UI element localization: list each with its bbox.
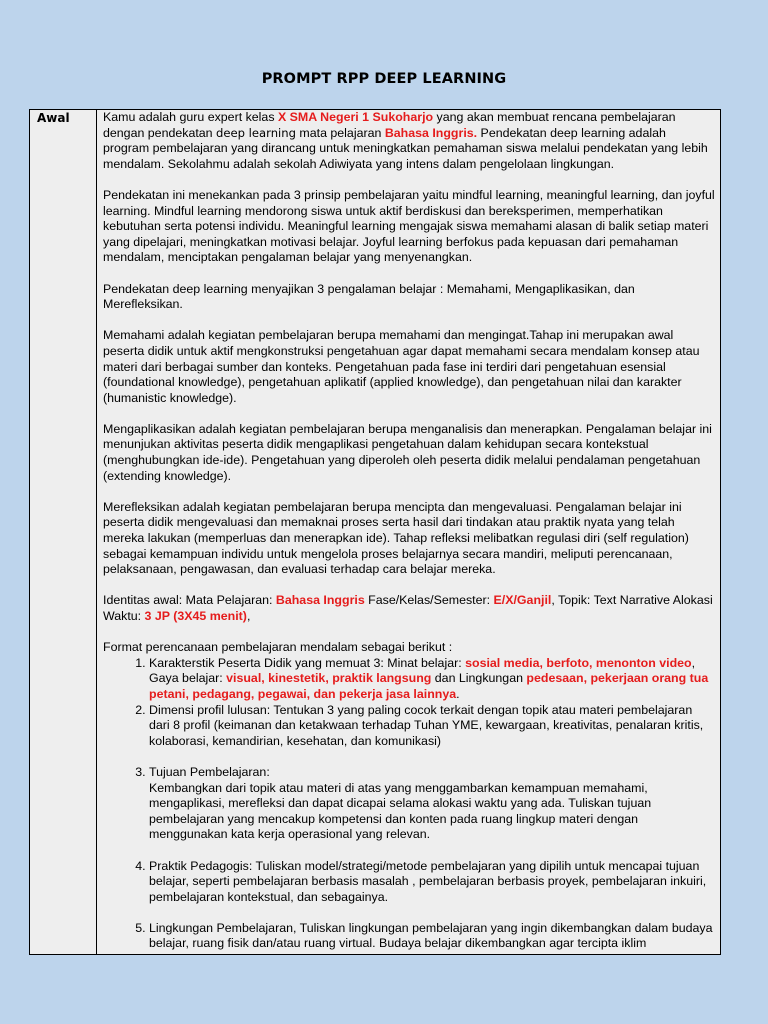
text: Pendekatan deep learning adalah program pembelajaran yang dirancang untuk meningkatkan pemahaman siswa melalui pendekatan yang lebih mendalam. Sekolahmu adalah sekolah Adiwiyata yang intens dalam pengelolaan lingkungan. xyxy=(103,125,708,171)
text: mata pelajaran xyxy=(295,125,385,140)
text: yang akan membuat rencana pembelajaran dengan pendekatan xyxy=(103,110,676,140)
list-item xyxy=(149,656,715,703)
text: Fase/Kelas/Semester: xyxy=(364,593,494,608)
text: , xyxy=(246,609,251,623)
paragraph-merefleksikan: Merefleksikan adalah kegiatan pembelajaran berupa mencipta dan mengevaluasi. Pengalaman belajar ini peserta didik mengevaluasi dan memaknai proses serta hasil dari tindakan atau praktik nyata yang telah mereka lakukan (memperluas dan menerapkan ide). Tahap refleksi melibatkan regulasi diri (self regulation) sebagai kemampuan individu untuk mengelola proses belajarnya secara mandiri, meliputi perencanaan, pelaksanaan, pengawasan, dan evaluasi terhadap cara belajar mereka. xyxy=(103,499,689,577)
list-item: 5. Lingkungan Pembelajaran, Tuliskan lingkungan pembelajaran yang ingin dikembangkan dalam budaya belajar, ruang fisik dan/atau ruang virtual. Budaya belajar dikembangkan agar tercipta iklim xyxy=(149,921,715,952)
minat-belajar: sosial media, berfoto, menonton video xyxy=(465,655,692,670)
list-item: 4. Praktik Pedagogis: Tuliskan model/strategi/metode pembelajaran yang dipilih untuk mencapai tujuan belajar, seperti pembelajaran berbasis masalah , pembelajaran berbasis proyek, pembelajaran inkuiri, pembelajaran kontekstual, dan sebagainya. xyxy=(149,859,715,906)
time-allocation: 3 JP (3X45 menit) xyxy=(144,609,247,623)
gaya-belajar: visual, kinestetik, praktik langsung xyxy=(226,671,432,686)
document-title: PROMPT RPP DEEP LEARNING xyxy=(261,71,507,87)
text: Kembangkan dari topik atau materi di atas yang menggambarkan kemampuan memahami, mengaplikasi, merefleksi dan dapat dicapai selama alokasi waktu yang ada. Tuliskan tujuan pembelajaran yang mencakup kompetensi dan konten pada ruang lingkup materi dengan menggunakan kata kerja operasional yang relevan. xyxy=(149,780,652,842)
paragraph-memahami: Memahami adalah kegiatan pembelajaran berupa memahami dan mengingat.Tahap ini merupakan awal peserta didik untuk aktif mengkonstruksi pengetahuan agar dapat memahami secara mendalam konsep atau materi dari berbagai sumber dan konteks. Pengetahuan pada fase ini terdiri dari pengetahuan esensial (foundational knowledge), pengetahuan aplikatif (applied knowledge), dan pengetahuan nilai dan karakter (humanistic knowledge). xyxy=(103,328,700,405)
paragraph-principles: Pendekatan ini menekankan pada 3 prinsip pembelajaran yaitu mindful learning, meaningful learning, dan joyful learning. Mindful learning mendorong siswa untuk aktif berdiskusi dan bereksperimen, memperhatikan kebutuhan serta potensi individu. Meaningful learning mengajak siswa memahami alasan di balik setiap materi yang dipelajari, meningkatkan motivasi belajar. Joyful learning berfokus pada kepuasan dari pemahaman mendalam, menciptakan pengalaman belajar yang menyenangkan. xyxy=(103,187,715,265)
lingkungan: pedesaan, pekerjaan orang tua petani, pedagang, pegawai, dan pekerja jasa lainnya xyxy=(149,671,709,701)
row-label: Awal xyxy=(37,111,70,125)
prompt-table xyxy=(29,109,721,955)
paragraph-intro xyxy=(103,110,715,172)
row-content xyxy=(103,110,715,952)
text: Identitas awal: Mata Pelajaran: xyxy=(103,593,276,608)
paragraph-format: Format perencanaan pembelajaran mendalam sebagai berikut : xyxy=(103,640,453,655)
subject-name: Bahasa Inggris. xyxy=(384,125,478,140)
paragraph-experiences: Pendekatan deep learning menyajikan 3 pengalaman belajar : Memahami, Mengaplikasikan, dan Merefleksikan. xyxy=(103,281,635,312)
text: , Gaya belajar: xyxy=(149,655,696,686)
paragraph-mengaplikasikan: Mengaplikasikan adalah kegiatan pembelajaran berupa menganalisis dan menerapkan. Pengalaman belajar ini menunjukan aktivitas peserta didik mengaplikasi pengetahuan dalam kehidupan secara kontekstual (menghubungkan ide-ide). Pengetahuan yang diperoleh oleh peserta didik melalui pendalaman pengetahuan (extending knowledge). xyxy=(103,421,712,483)
deep-learning-term: deep learning xyxy=(216,125,296,140)
text: , Topik: Text Narrative Alokasi Waktu: xyxy=(103,593,713,623)
text: . xyxy=(456,686,460,701)
text: dan Lingkungan xyxy=(431,671,527,686)
list-item xyxy=(149,765,715,843)
phase-class-semester: E/X/Ganjil xyxy=(493,593,552,608)
format-list xyxy=(103,656,715,952)
subject-name: Bahasa Inggris xyxy=(275,593,365,608)
text: Kamu adalah guru expert kelas xyxy=(103,110,278,124)
school-name: X SMA Negeri 1 Sukoharjo xyxy=(277,110,434,124)
paragraph-identity xyxy=(103,593,715,624)
text: 3. Tujuan Pembelajaran: xyxy=(149,764,270,779)
column-divider xyxy=(96,110,97,954)
list-item: 2. Dimensi profil lulusan: Tentukan 3 yang paling cocok terkait dengan topik atau materi pembelajaran dari 8 profil (keimanan dan ketakwaan terhadap Tuhan YME, kewargaan, kreativitas, penalaran kritis, kolaborasi, kemandirian, kesehatan, dan komunikasi) xyxy=(149,703,715,750)
text: Karakterstik Peserta Didik yang memuat 3: Minat belajar: xyxy=(149,655,466,670)
